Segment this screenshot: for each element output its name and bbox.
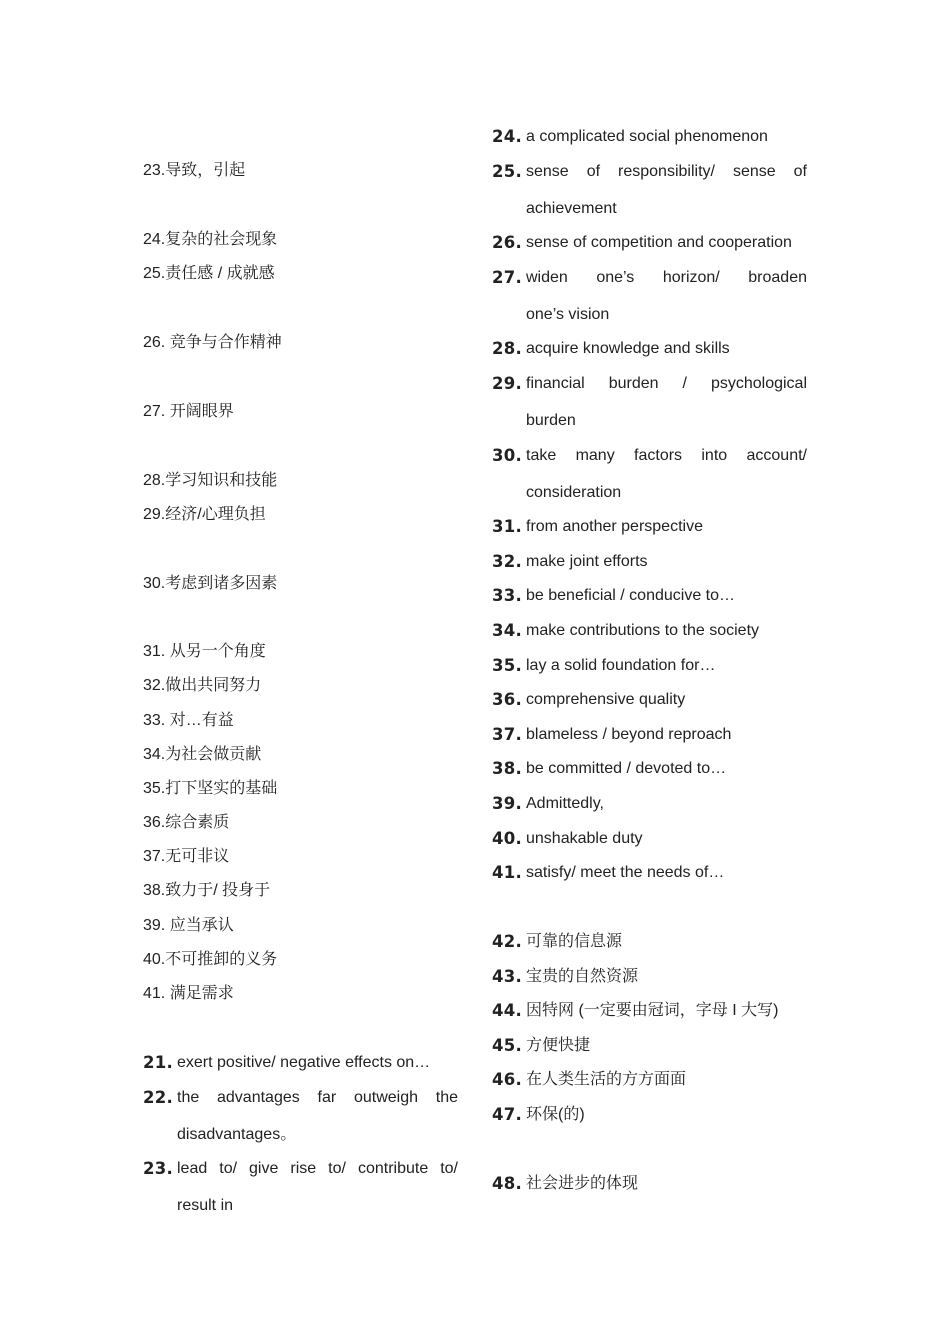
item-number: 22. bbox=[143, 1088, 174, 1107]
cn-item: 38.致力于/ 投身于 bbox=[143, 882, 271, 899]
item-number: 36. bbox=[492, 690, 523, 709]
item-number: 21. bbox=[143, 1053, 174, 1072]
cn-item: 23.导致，引起 bbox=[143, 162, 246, 179]
cn-item: 36.综合素质 bbox=[143, 814, 230, 831]
cn-item: 27. 开阔眼界 bbox=[143, 403, 234, 420]
item-text: be committed / devoted to… bbox=[526, 760, 727, 777]
item-text: from another perspective bbox=[526, 518, 703, 535]
item-number: 41. bbox=[492, 863, 523, 882]
item-text: result in bbox=[177, 1197, 234, 1214]
item-number: 47. bbox=[492, 1105, 523, 1124]
item-text: widen one’s horizon/ broaden bbox=[526, 269, 807, 286]
item-text: 社会进步的体现 bbox=[526, 1175, 639, 1192]
cn-item: 37.无可非议 bbox=[143, 848, 230, 865]
item-text: sense of responsibility/ sense of bbox=[526, 163, 807, 180]
item-number: 32. bbox=[492, 552, 523, 571]
item-number: 23. bbox=[143, 1159, 174, 1178]
item-text: a complicated social phenomenon bbox=[526, 128, 768, 145]
item-text: comprehensive quality bbox=[526, 691, 686, 708]
item-text: make joint efforts bbox=[526, 553, 648, 570]
item-text: burden bbox=[526, 412, 576, 429]
item-number: 37. bbox=[492, 725, 523, 744]
item-number: 42. bbox=[492, 932, 523, 951]
item-number: 45. bbox=[492, 1036, 523, 1055]
cn-item: 31. 从另一个角度 bbox=[143, 643, 266, 660]
item-text: be beneficial / conducive to… bbox=[526, 587, 736, 604]
item-text: the advantages far outweigh the bbox=[177, 1089, 458, 1106]
cn-item: 32.做出共同努力 bbox=[143, 677, 262, 694]
item-text: satisfy/ meet the needs of… bbox=[526, 864, 725, 881]
cn-item: 33. 对…有益 bbox=[143, 712, 234, 729]
item-text: financial burden / psychological bbox=[526, 375, 807, 392]
item-number: 48. bbox=[492, 1174, 523, 1193]
cn-item: 30.考虑到诸多因素 bbox=[143, 575, 278, 592]
item-text: achievement bbox=[526, 200, 617, 217]
item-number: 27. bbox=[492, 268, 523, 287]
cn-item: 24.复杂的社会现象 bbox=[143, 231, 278, 248]
item-number: 46. bbox=[492, 1070, 523, 1089]
item-text: one’s vision bbox=[526, 306, 610, 323]
item-text: take many factors into account/ bbox=[526, 447, 807, 464]
cn-item: 28.学习知识和技能 bbox=[143, 472, 278, 489]
item-number: 30. bbox=[492, 446, 523, 465]
item-text: 宝贵的自然资源 bbox=[526, 968, 639, 985]
cn-item: 25.责任感 / 成就感 bbox=[143, 265, 275, 282]
item-text: lead to/ give rise to/ contribute to/ bbox=[177, 1160, 458, 1177]
cn-item: 41. 满足需求 bbox=[143, 985, 234, 1002]
item-text: 环保(的) bbox=[526, 1106, 585, 1123]
cn-item: 35.打下坚实的基础 bbox=[143, 780, 278, 797]
cn-item: 29.经济/心理负担 bbox=[143, 506, 266, 523]
item-number: 31. bbox=[492, 517, 523, 536]
item-text: acquire knowledge and skills bbox=[526, 340, 730, 357]
item-number: 29. bbox=[492, 374, 523, 393]
cn-item: 26. 竞争与合作精神 bbox=[143, 334, 282, 351]
item-text: make contributions to the society bbox=[526, 622, 760, 639]
item-text: sense of competition and cooperation bbox=[526, 234, 792, 251]
item-text: 方便快捷 bbox=[526, 1037, 591, 1054]
item-number: 26. bbox=[492, 233, 523, 252]
item-number: 34. bbox=[492, 621, 523, 640]
item-text: consideration bbox=[526, 484, 622, 501]
item-text: blameless / beyond reproach bbox=[526, 726, 732, 743]
item-text: 因特网 (一定要由冠词，字母 I 大写) bbox=[526, 1002, 779, 1019]
item-number: 28. bbox=[492, 339, 523, 358]
item-number: 43. bbox=[492, 967, 523, 986]
item-number: 35. bbox=[492, 656, 523, 675]
cn-item: 34.为社会做贡献 bbox=[143, 746, 262, 763]
item-number: 39. bbox=[492, 794, 523, 813]
item-text: exert positive/ negative effects on… bbox=[177, 1054, 431, 1071]
item-number: 24. bbox=[492, 127, 523, 146]
item-text: 在人类生活的方方面面 bbox=[526, 1071, 687, 1088]
item-number: 33. bbox=[492, 586, 523, 605]
item-text: disadvantages。 bbox=[177, 1126, 297, 1143]
item-number: 40. bbox=[492, 829, 523, 848]
item-text: lay a solid foundation for… bbox=[526, 657, 716, 674]
item-text: 可靠的信息源 bbox=[526, 933, 623, 950]
cn-item: 40.不可推卸的义务 bbox=[143, 951, 278, 968]
item-number: 44. bbox=[492, 1001, 523, 1020]
item-text: unshakable duty bbox=[526, 830, 643, 847]
item-text: Admittedly, bbox=[526, 795, 604, 812]
cn-item: 39. 应当承认 bbox=[143, 917, 234, 934]
item-number: 38. bbox=[492, 759, 523, 778]
item-number: 25. bbox=[492, 162, 523, 181]
